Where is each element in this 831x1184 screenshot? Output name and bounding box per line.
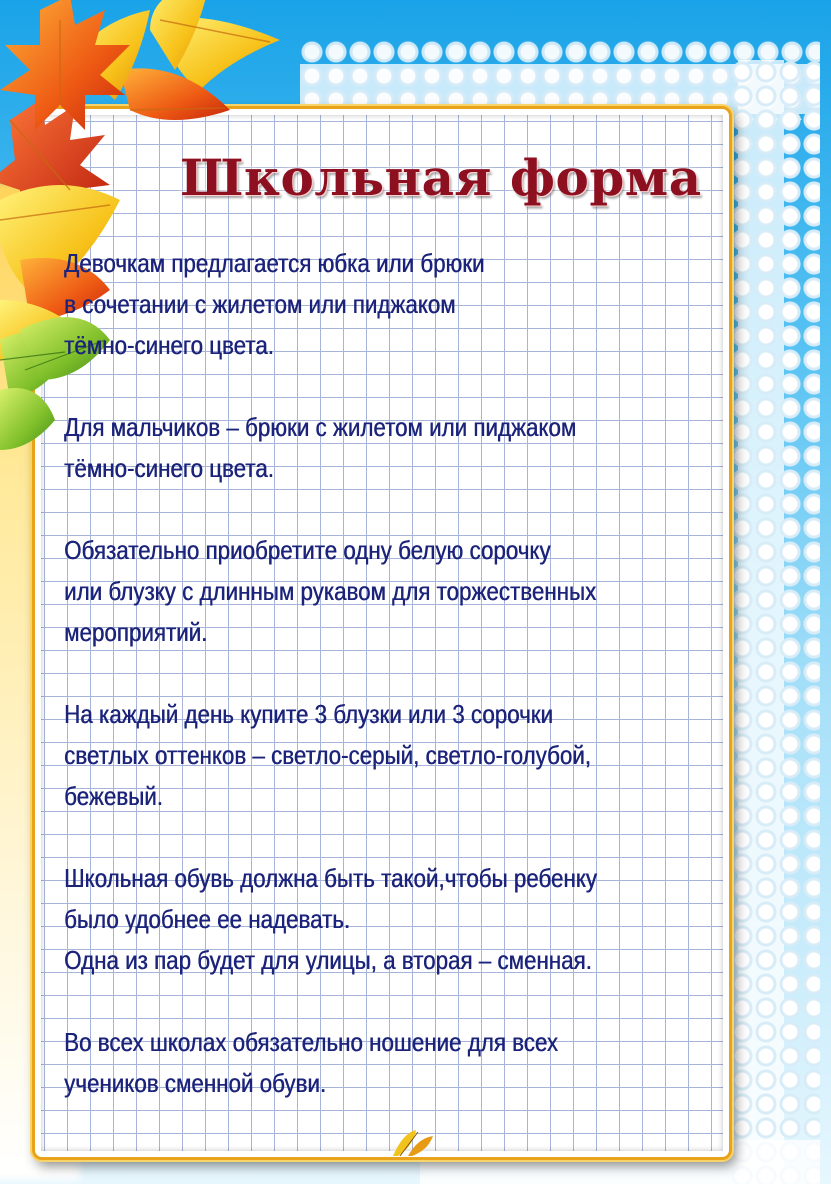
text-line: светлых оттенков – светло-серый, светло-голубой, [64,740,591,770]
text-line: учеников сменной обуви. [64,1068,327,1098]
paragraph-school-shoes [64,858,632,981]
text-line: Школьная обувь должна быть такой,чтобы ребенку [64,863,597,893]
text-line: тёмно-синего цвета. [64,330,274,360]
paragraph-boys-uniform [64,407,632,489]
text-line: мероприятий. [64,617,208,647]
text-line: бежевый. [64,781,163,811]
paragraph-formal-shirt [64,530,632,653]
page-title: Школьная форма [180,148,702,207]
text-line: Одна из пар будет для улицы, а вторая – сменная. [64,945,592,975]
text-line: Во всех школах обязательно ношение для всех [64,1027,558,1057]
text-line: Девочкам предлагается юбка или брюки [64,248,485,278]
text-line: Для мальчиков – брюки с жилетом или пиджаком [64,412,577,442]
text-line: тёмно-синего цвета. [64,453,274,483]
paragraph-replacement-shoes [64,1022,632,1104]
lace-pattern-right [730,60,820,1184]
content-body [64,243,632,1145]
paragraph-girls-uniform [64,243,632,366]
text-line: в сочетании с жилетом или пиджаком [64,289,456,319]
text-line: или блузку с длинным рукавом для торжественных [64,576,597,606]
text-line: было удобнее ее надевать. [64,904,351,934]
paragraph-daily-shirts [64,694,632,817]
text-line: Обязательно приобретите одну белую сорочку [64,535,551,565]
text-line: На каждый день купите 3 блузки или 3 сорочки [64,699,553,729]
